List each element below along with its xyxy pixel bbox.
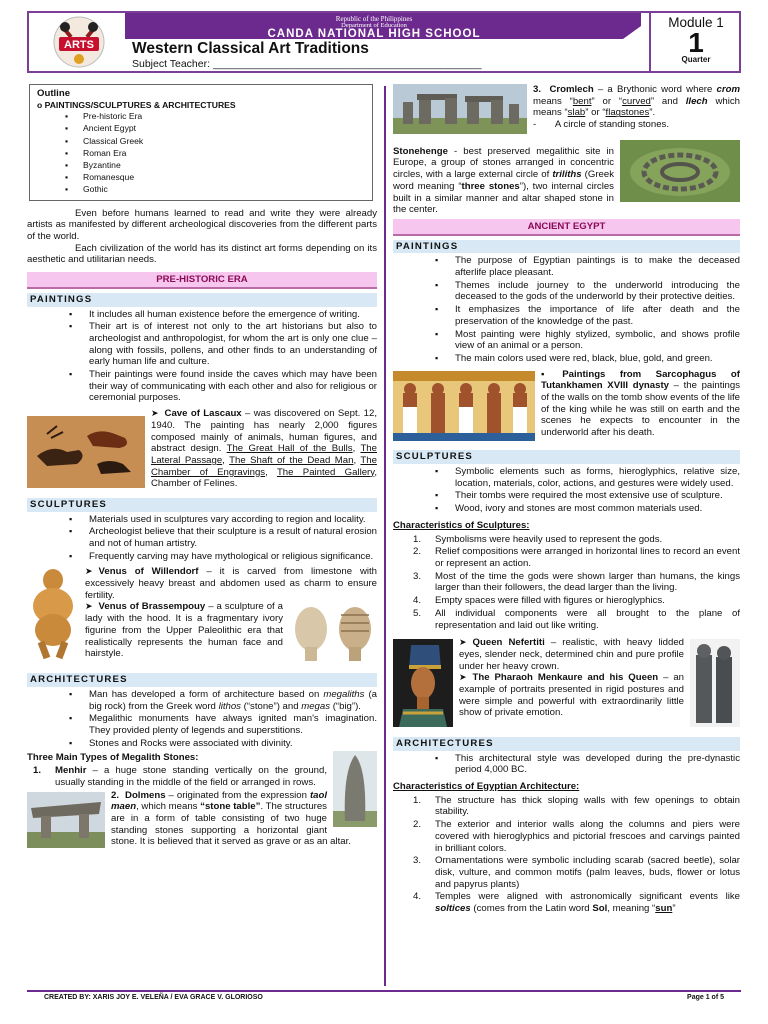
list-item: 4. Empty spaces were filled with figures or hieroglyphics. <box>413 595 665 607</box>
willendorf-text: ➤ Venus of Willendorf – it is carved from limestone with excessively heavy breast and abdomen used as charm to ensure fertility. <box>85 566 377 601</box>
list-item: ▪ Most painting were highly stylized, symbolic, and shows profile view of an animal or a person. <box>455 329 740 352</box>
sarcophagus-block <box>393 369 740 447</box>
list-item: 5. All individual components were all brought to the plane of representation and laid out like writing. <box>413 607 740 631</box>
list-item: ▪ The main colors used were red, black, blue, gold, and green. <box>455 353 740 365</box>
arrow-icon: ➤ <box>459 672 467 683</box>
sculpture-characteristics-heading: Characteristics of Sculptures: <box>393 519 530 531</box>
cromlech-text: 3. Cromlech – a Brythonic word where crom means “bent” or “curved” and llech which means “slab” or “flagstones”. <box>533 84 740 119</box>
egypt-paintings-list <box>393 255 740 364</box>
egypt-portraits-block <box>393 637 740 733</box>
ancient-egypt-bar: ANCIENT EGYPT <box>393 219 740 236</box>
cromlech-definition: - A circle of standing stones. <box>533 119 669 131</box>
list-item: 1. Menhir – a huge stone standing vertically on the ground, usually standing in the middle of the field or arranged in rows. <box>33 765 327 788</box>
sarcophagus-text: ▪ Paintings from Sarcophagus of Tutankhamen XVIII dynasty – the paintings of the walls on the tomb show events of the life of the king while he was still on earth and the scenes he expects to encounter in the underworld after his death. <box>541 368 740 439</box>
right-column <box>393 84 740 916</box>
outline-item: ▪ Classical Greek <box>83 135 365 147</box>
footer-line <box>27 990 741 992</box>
list-item: ▪ Megalithic monuments have always ignited man's imagination. They provided plenty of legends and superstitions. <box>89 713 377 736</box>
department-text: Department of Education <box>341 22 407 29</box>
egypt-sculptures-section-bar: SCULPTURES <box>393 450 740 464</box>
prehistoric-architectures-list <box>27 689 377 750</box>
sculptures-section-bar: SCULPTURES <box>27 498 377 512</box>
architecture-characteristics-list <box>393 795 740 915</box>
list-item: ▪ Their paintings were found inside the caves which may have been their way of communicating with each other and also for religious or ceremonial purposes. <box>89 369 377 404</box>
list-item: 3. Most of the time the gods were shown larger than humans, the kings larger than their followers, the dead larger than the living. <box>413 570 740 594</box>
list-item: ▪ Man has developed a form of architecture based on megaliths (a big rock) from the Greek word lithos (“stone”) and megas (“big”). <box>89 689 377 712</box>
outline-item: ▪ Byzantine <box>83 159 365 171</box>
outline-box <box>29 84 373 201</box>
megalith-list <box>27 765 377 788</box>
prehistoric-sculptures-list <box>27 514 377 563</box>
list-item: ▪ It emphasizes the importance of life after death and the preservation of the knowledge of the past. <box>455 304 740 327</box>
stonehenge-block <box>393 146 740 216</box>
module-number: 1 <box>688 27 704 59</box>
dolmen-image <box>27 792 105 852</box>
page-title: Western Classical Art Traditions <box>132 40 369 57</box>
list-item: ▪ The purpose of Egyptian paintings is to make the deceased afterlife place pleasant. <box>455 255 740 278</box>
list-item: ▪ This architectural style was developed during the pre-dynastic period 4,000 BC. <box>455 753 740 776</box>
list-item: ▪ Frequently carving may have mythological or religious significance. <box>89 551 377 563</box>
tutankhamen-painting-image <box>393 371 535 445</box>
subject-teacher-line: Subject Teacher: ______________________________________________ <box>132 58 482 70</box>
arrow-icon: ➤ <box>85 566 93 577</box>
list-item: ▪ Stones and Rocks were associated with divinity. <box>89 738 377 750</box>
republic-text: Republic of the Philippines <box>335 15 413 23</box>
paintings-section-bar: PAINTINGS <box>27 293 377 307</box>
egypt-architectures-list <box>393 753 740 776</box>
page-header <box>27 11 741 73</box>
list-item: ▪ Themes include journey to the underworld introducing the deceased to the gods of the underworld by their protective deities. <box>455 280 740 303</box>
svg-text:ARTS: ARTS <box>64 39 94 51</box>
list-item: 1. Symbolisms were heavily used to represent the gods. <box>413 533 663 545</box>
outline-item: ▪ Roman Era <box>83 147 365 159</box>
venus-block <box>27 566 377 669</box>
school-name: CANDA NATIONAL HIGH SCHOOL <box>267 28 481 40</box>
architecture-characteristics-heading: Characteristics of Egyptian Architecture: <box>393 781 580 793</box>
venus-brassempouy-image <box>289 603 377 667</box>
list-item: ▪ Materials used in sculptures vary according to region and locality. <box>89 514 377 526</box>
list-item: 2. Relief compositions were arranged in horizontal lines to record an event or represent an action. <box>413 546 740 569</box>
egypt-sculptures-list <box>393 466 740 515</box>
intro-paragraph: Each civilization of the world has its distinct art forms depending on its aesthetic and utilitarian needs. <box>27 242 377 266</box>
arrow-icon: ➤ <box>151 408 159 419</box>
nefertiti-text: ➤ Queen Nefertiti – realistic, with heavy lidded eyes, slender neck, determined chin and pure profile under her heavy crown. <box>459 637 684 672</box>
outline-item: ▪ Pre-historic Era <box>83 110 365 122</box>
egypt-paintings-section-bar: PAINTINGS <box>393 240 740 254</box>
list-item: ▪ Their art is of interest not only to the art historians but also to archeologist and anthropologist, for whom the art is only one clue – along with fossils, pollens, and other finds to an understanding of early human life and culture. <box>89 321 377 368</box>
cave-painting-image <box>27 416 145 492</box>
arts-logo <box>51 15 107 69</box>
arrow-icon: ➤ <box>459 637 467 648</box>
cromlech-image <box>393 84 527 138</box>
outline-item: ▪ Ancient Egypt <box>83 122 365 134</box>
dolmen-text: 2. Dolmens – originated from the expression taol maen, which means “stone table”. The structures are in a form of table consisting of two huge standing stones supporting a horizontal giant stone. It is believed that it served as grave or as an altar. <box>111 789 351 848</box>
menhir-image <box>333 751 377 831</box>
megalith-block <box>27 765 377 853</box>
prehistoric-paintings-list <box>27 309 377 405</box>
outline-subtitle: o PAINTINGS/SCULPTURES & ARCHITECTURES <box>37 99 236 110</box>
nefertiti-image <box>393 639 453 731</box>
left-column <box>27 84 377 853</box>
list-item: 3. Ornamentations were symbolic including scarab (sacred beetle), solar disk, vulture, and common motifs (palm leaves, buds, flower or lotus and papyrus plants) <box>413 855 740 890</box>
page-number: Page 1 of 5 <box>687 994 724 1001</box>
list-item: ▪ Their tombs were required the most extensive use of sculpture. <box>455 490 740 502</box>
menkaure-text: ➤ The Pharaoh Menkaure and his Queen – an example of portraits presented in rigid postures and were simple and powerful with extraordinarily little show of private emotion. <box>459 672 685 719</box>
outline-item: ▪ Romanesque <box>83 171 365 183</box>
list-item: 4. Temples were aligned with astronomically significant events like soltices (comes from the Latin word Sol, meaning “sun” <box>413 891 740 915</box>
module-box <box>649 13 741 71</box>
list-item: 2. The exterior and interior walls along the columns and piers were covered with hieroglyphics and pictorial frescoes and carvings painted in brilliant colors. <box>413 819 740 854</box>
list-item: ▪ Symbolic elements such as forms, hieroglyphics, relative size, location, materials, color, actions, and gestures were widely used. <box>455 466 740 489</box>
arrow-icon: ➤ <box>85 601 93 612</box>
lascaux-block <box>27 408 377 494</box>
outline-list <box>37 110 365 195</box>
page-footer <box>44 994 724 1003</box>
list-item: ▪ It includes all human existence before the emergence of writing. <box>89 309 377 321</box>
banner-tip <box>623 13 641 39</box>
outline-item: ▪ Gothic <box>83 183 365 195</box>
sculpture-characteristics-list <box>393 534 740 632</box>
brassempouy-text: ➤ Venus of Brassempouy – a sculpture of a lady with the hood. It is a fragmentary ivory figurine from the Upper Paleolithic era that realistically represents the human face and hairstyle. <box>85 601 283 660</box>
venus-willendorf-image <box>27 568 79 664</box>
cromlech-block <box>393 84 740 140</box>
quarter-label: Quarter <box>681 55 711 65</box>
column-divider <box>384 86 386 986</box>
list-item: ▪ Archeologist believe that their sculpture is a result of natural erosion and not of human artistry. <box>89 526 377 549</box>
prehistoric-era-bar: PRE-HISTORIC ERA <box>27 272 377 289</box>
outline-title: Outline <box>37 88 71 99</box>
list-item: ▪ Wood, ivory and stones are most common materials used. <box>455 503 740 515</box>
stonehenge-text: Stonehenge - best preserved megalithic site in Europe, a group of stones arranged in concentric circles, with a large external circle of triliths (Greek word meaning “three stones”), two internal circles built in a similar manner and altar shaped stone in the center. <box>393 145 614 216</box>
stonehenge-aerial-image <box>620 140 740 206</box>
school-banner <box>125 13 623 39</box>
menkaure-statue-image <box>690 639 740 731</box>
footer-credits: CREATED BY: XARIS JOY E. VELEÑA / EVA GRACE V. GLORIOSO <box>44 994 263 1001</box>
list-item: 1. The structure has thick sloping walls with few openings to obtain stability. <box>413 794 740 818</box>
egypt-architectures-section-bar: ARCHITECTURES <box>393 737 740 751</box>
megalith-heading: Three Main Types of Megalith Stones: <box>27 752 199 764</box>
lascaux-text: ➤ Cave of Lascaux – was discovered on Sept. 12, 1940. The painting has nearly 2,000 figures composed mainly of animals, human figures, and abstract design. The Great Hall of the Bulls, The Lateral Passage, The Shaft of the Dead Man, The Chamber of Engravings, The Painted Gallery, Chamber of Felines. <box>151 408 377 490</box>
module-label: Module 1 <box>668 15 724 30</box>
architectures-section-bar: ARCHITECTURES <box>27 673 377 687</box>
intro-paragraph: Even before humans learned to read and write they were already artists as manifested by different archeological discoveries from the different parts of the world. <box>27 207 377 243</box>
